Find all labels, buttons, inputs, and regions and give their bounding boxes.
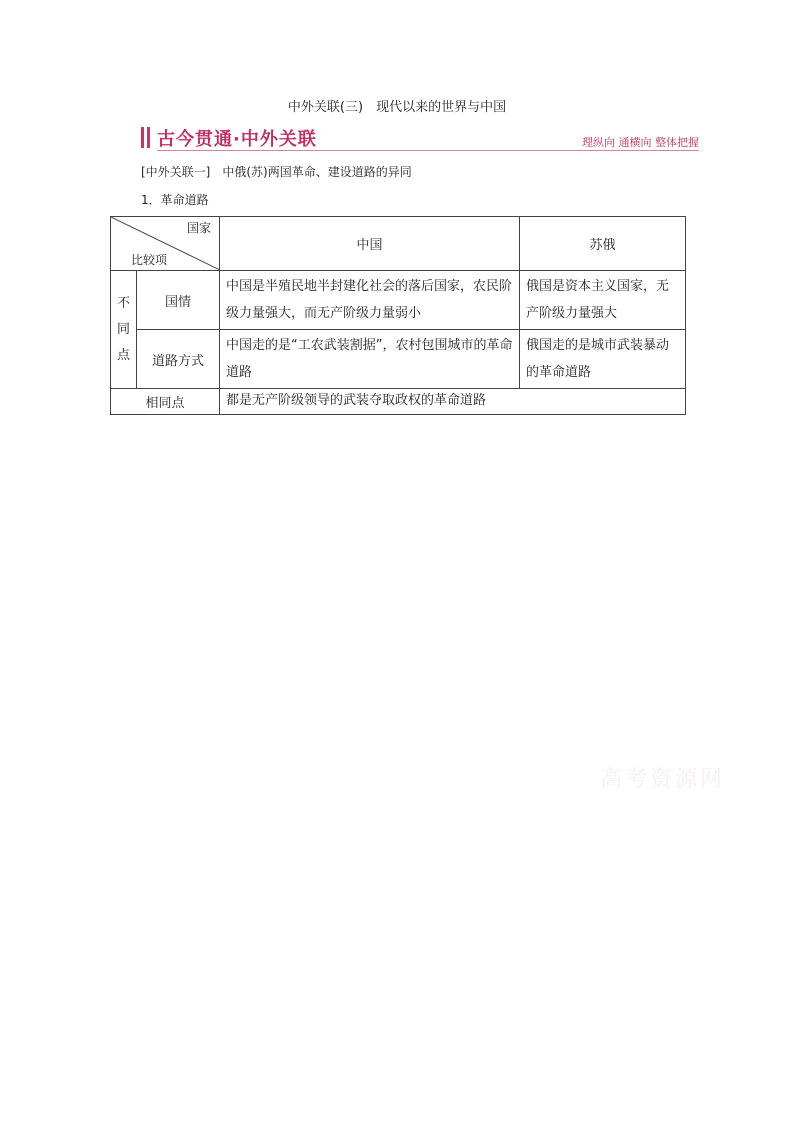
cell-russia: 俄国走的是城市武装暴动的革命道路 [520, 330, 686, 389]
watermark: 高考资源网 [600, 767, 726, 792]
banner-title: 古今贯通·中外关联 [157, 129, 317, 150]
section-banner [141, 124, 699, 152]
row-label: 国情 [137, 271, 220, 330]
table-row [111, 330, 686, 389]
cell-china: 中国走的是“工农武装割据”，农村包围城市的革命道路 [220, 330, 520, 389]
corner-label-country: 国家 [186, 221, 211, 235]
header-china: 中国 [220, 217, 520, 271]
section-title: 1．革命道路 [141, 193, 209, 207]
row-label: 道路方式 [137, 330, 220, 389]
banner-bar-decoration [141, 127, 144, 148]
banner-tagline: 理纵向 通横向 整体把握 [582, 136, 699, 149]
corner-header-cell [111, 217, 220, 271]
diff-label-cell [111, 271, 137, 389]
cell-russia: 俄国是资本主义国家，无产阶级力量强大 [520, 271, 686, 330]
diff-label-char: 不 [116, 295, 130, 311]
diff-label-char: 点 [116, 347, 130, 363]
table-header-row [111, 217, 686, 271]
table-row [111, 271, 686, 330]
banner-bar-decoration [147, 127, 150, 148]
diff-label-char: 同 [116, 321, 130, 337]
subheading: [中外关联一] 中俄(苏)两国革命、建设道路的异同 [141, 165, 412, 179]
corner-label-item: 比较项 [131, 253, 168, 267]
same-text: 都是无产阶级领导的武装夺取政权的革命道路 [220, 389, 686, 415]
page-title: 中外关联(三) 现代以来的世界与中国 [287, 100, 507, 115]
banner-underline [157, 150, 699, 151]
cell-china: 中国是半殖民地半封建化社会的落后国家，农民阶级力量强大，而无产阶级力量弱小 [220, 271, 520, 330]
same-label: 相同点 [111, 389, 220, 415]
header-russia: 苏俄 [520, 217, 686, 271]
table-row [111, 389, 686, 415]
comparison-table [110, 216, 686, 415]
